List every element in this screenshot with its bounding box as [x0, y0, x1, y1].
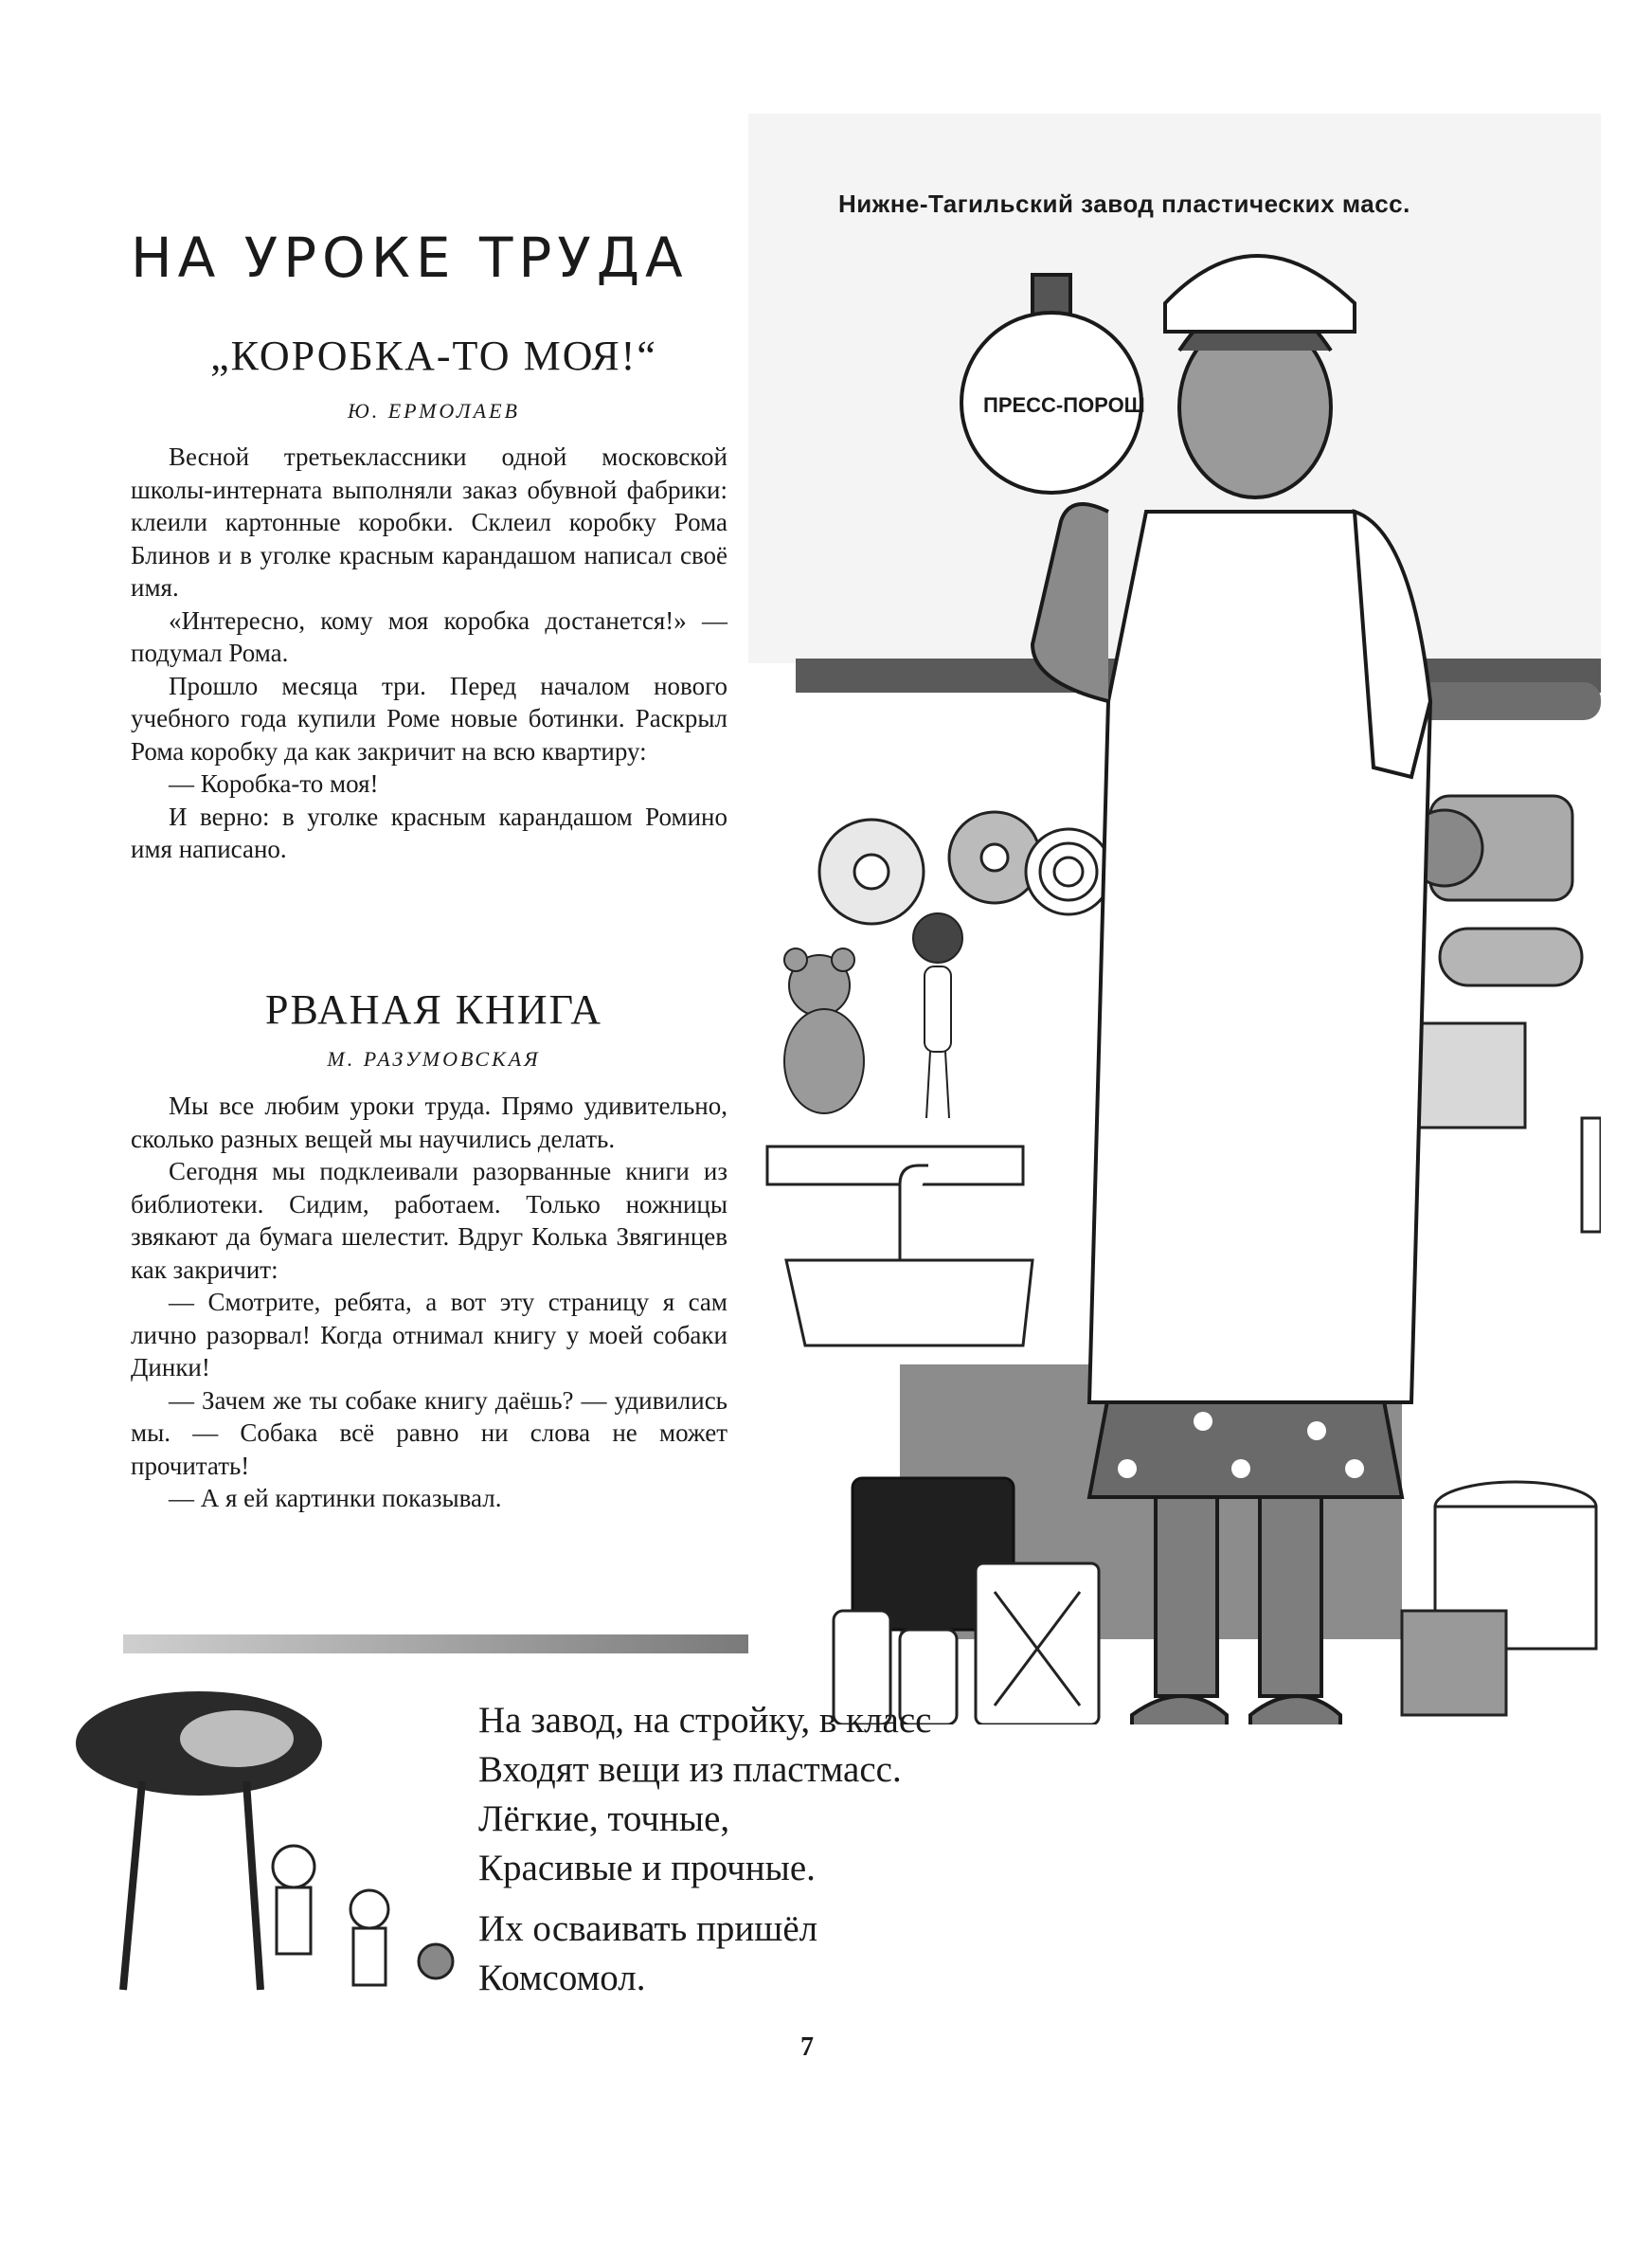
column-divider-band — [123, 1634, 748, 1653]
gear-icon — [819, 820, 924, 924]
bucket-icon — [1402, 1611, 1506, 1715]
story1-paragraph: И верно: в уголке красным карандашом Ромино имя написано. — [131, 802, 727, 863]
story2-paragraph: — Зачем же ты собаке книгу даёшь? — удивились мы. — Собака всё равно ни слова не может прочитать! — [131, 1385, 727, 1480]
story1-title: „КОРОБКА-ТО МОЯ!“ — [210, 333, 657, 379]
poem-line: Лёгкие, точные, — [478, 1798, 730, 1839]
story1-paragraph: Весной третьеклассники одной московской школы-интерната выполняли заказ обувной фабрики: клеили картонные коробки. Склеил коробку Рома Блинов и в уголке красным карандашом написал своё имя. — [131, 442, 727, 602]
brush-icon — [1582, 1118, 1601, 1232]
poem-line: Входят вещи из пластмасс. — [478, 1749, 902, 1790]
story2-title: РВАНАЯ КНИГА — [264, 986, 603, 1033]
poem-stanza — [478, 1696, 1160, 1893]
poem-line: Комсомол. — [478, 1958, 646, 1998]
story2-body — [131, 1090, 727, 1515]
poem-line: Их осваивать пришёл — [478, 1908, 818, 1949]
page-number: 7 — [800, 2032, 814, 2062]
illustration-caption: Нижне-Тагильский завод пластических масс. — [838, 190, 1410, 218]
story1-body — [131, 441, 727, 866]
plastic-disc — [1440, 929, 1582, 985]
story2-paragraph: — Смотрите, ребята, а вот эту страницу я сам лично разорвал! Когда отнимал книгу у моей собаки Динки! — [131, 1288, 727, 1381]
fan-grille-icon — [1026, 829, 1111, 914]
container-icon — [1411, 1023, 1525, 1128]
child-figure — [273, 1846, 453, 1985]
children-with-robot-illustration — [57, 1677, 474, 2037]
story1-paragraph: — Коробка-то моя! — [169, 769, 379, 798]
story2-paragraph: Мы все любим уроки труда. Прямо удивительно, сколько разных вещей мы научились делать. — [131, 1092, 727, 1153]
story2-paragraph: Сегодня мы подклеивали разорванные книги из библиотеки. Сидим, работаем. Только ножницы звякают да бумага шелестит. Вдруг Колька Звягинцев как закричит: — [131, 1157, 727, 1284]
poem-line: На завод, на стройку, в класс — [478, 1700, 932, 1741]
motor-icon — [1407, 796, 1572, 900]
flask-label: ПРЕСС-ПОРОШ — [983, 393, 1145, 417]
story1-author: Ю. ЕРМОЛАЕВ — [348, 399, 520, 423]
page-heading: НА УРОКЕ ТРУДА — [131, 226, 689, 290]
story1-paragraph: Прошло месяца три. Перед началом нового учебного года купили Роме новые ботинки. Раскрыл Рома коробку да как закричит на всю квартиру: — [131, 671, 727, 766]
factory-worker-illustration — [748, 114, 1601, 1724]
story2-author: М. РАЗУМОВСКАЯ — [327, 1047, 541, 1071]
poem-line: Красивые и прочные. — [478, 1848, 816, 1888]
poem-stanza — [478, 1905, 1160, 2003]
story2-paragraph: — А я ей картинки показывал. — [169, 1484, 502, 1512]
story1-paragraph: «Интересно, кому моя коробка достанется!» — подумал Рома. — [131, 605, 727, 667]
poem — [478, 1696, 1160, 2014]
gear-icon — [949, 812, 1040, 903]
